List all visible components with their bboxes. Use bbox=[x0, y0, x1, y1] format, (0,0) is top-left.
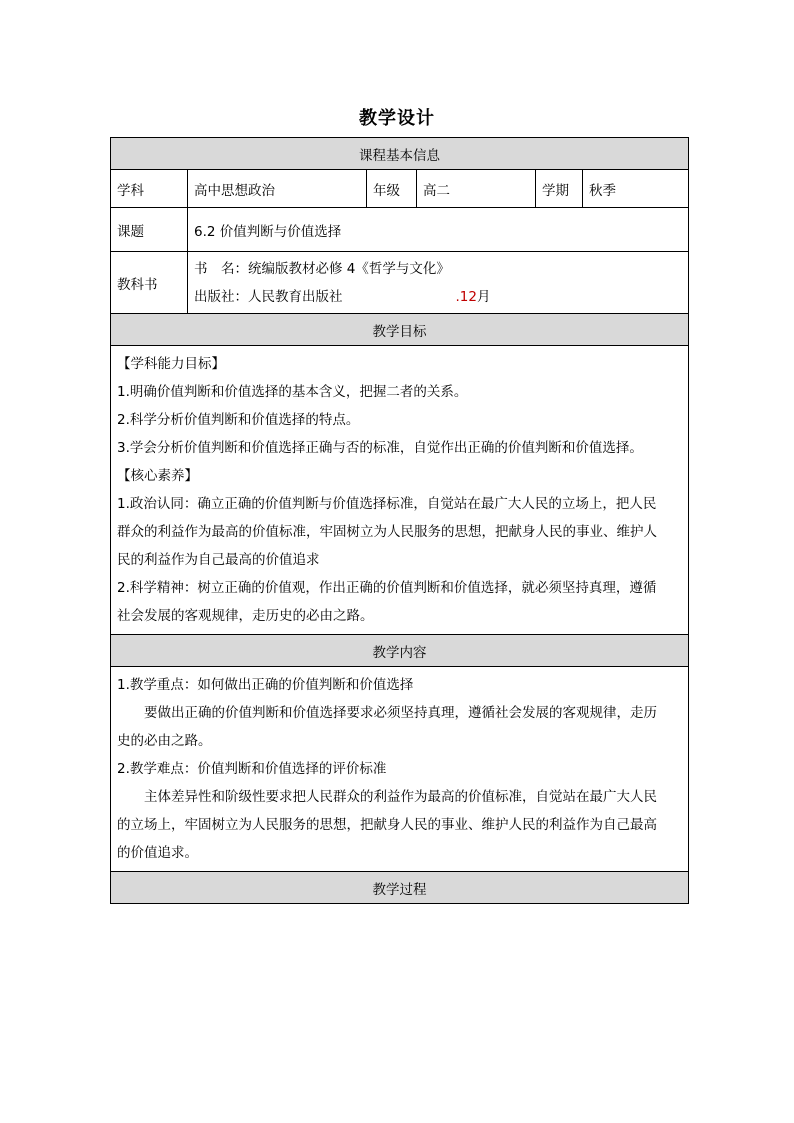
process-header-row bbox=[111, 872, 689, 904]
topic-row bbox=[111, 208, 689, 252]
publish-date-number: 12 bbox=[459, 288, 477, 305]
content-line: 要做出正确的价值判断和价值选择要求必须坚持真理，遵循社会发展的客观规律，走历 bbox=[144, 705, 657, 721]
content-header: 教学内容 bbox=[111, 635, 689, 667]
objective-line: 【学科能力目标】 bbox=[117, 356, 225, 372]
document-title: 教学设计 bbox=[359, 108, 435, 129]
topic-value: 6.2 价值判断与价值选择 bbox=[188, 208, 689, 252]
objective-line: 1.政治认同：确立正确的价值判断与价值选择标准，自觉站在最广大人民的立场上，把人民 bbox=[117, 496, 657, 512]
term-value: 秋季 bbox=[583, 170, 689, 208]
content-line: 1.教学重点：如何做出正确的价值判断和价值选择 bbox=[117, 677, 414, 693]
process-header: 教学过程 bbox=[111, 872, 689, 904]
content-line: 的价值追求。 bbox=[117, 845, 198, 861]
objectives-row bbox=[111, 346, 689, 635]
subject-row bbox=[111, 170, 689, 208]
objectives-header: 教学目标 bbox=[111, 314, 689, 346]
book-name-line: 书 名：统编版教材必修 4《哲学与文化》 bbox=[194, 260, 450, 277]
textbook-info bbox=[188, 252, 689, 314]
objective-line: 3.学会分析价值判断和价值选择正确与否的标准，自觉作出正确的价值判断和价值选择。 bbox=[117, 440, 643, 456]
objective-line: 民的利益作为自己最高的价值追求 bbox=[117, 552, 320, 568]
basic-info-header-row bbox=[111, 138, 689, 170]
grade-label: 年级 bbox=[367, 170, 417, 208]
content-body bbox=[111, 667, 689, 872]
objectives-header-row bbox=[111, 314, 689, 346]
objective-line: 【核心素养】 bbox=[117, 468, 198, 484]
content-row bbox=[111, 667, 689, 872]
grade-value: 高二 bbox=[417, 170, 536, 208]
subject-label: 学科 bbox=[111, 170, 188, 208]
objective-line: 2.科学分析价值判断和价值选择的特点。 bbox=[117, 412, 360, 428]
lesson-plan-table bbox=[110, 137, 689, 904]
publisher-line bbox=[194, 283, 682, 311]
topic-label: 课题 bbox=[111, 208, 188, 252]
textbook-label: 教科书 bbox=[111, 252, 188, 314]
objective-line: 社会发展的客观规律，走历史的必由之路。 bbox=[117, 608, 374, 624]
subject-value: 高中思想政治 bbox=[188, 170, 367, 208]
objective-line: 1.明确价值判断和价值选择的基本含义，把握二者的关系。 bbox=[117, 384, 468, 400]
objective-line: 群众的利益作为最高的价值标准，牢固树立为人民服务的思想，把献身人民的事业、维护人 bbox=[117, 524, 657, 540]
publish-date-unit: 月 bbox=[476, 288, 491, 305]
content-line: 2.教学难点：价值判断和价值选择的评价标准 bbox=[117, 761, 387, 777]
content-header-row bbox=[111, 635, 689, 667]
publisher-text: 出版社：人民教育出版社 bbox=[194, 288, 343, 305]
objective-line: 2.科学精神：树立正确的价值观，作出正确的价值判断和价值选择，就必须坚持真理，遵循 bbox=[117, 580, 657, 596]
objectives-body bbox=[111, 346, 689, 635]
content-line: 主体差异性和阶级性要求把人民群众的利益作为最高的价值标准，自觉站在最广大人民 bbox=[144, 789, 657, 805]
publish-date-dot: . bbox=[455, 288, 460, 305]
basic-info-header: 课程基本信息 bbox=[111, 138, 689, 170]
content-line: 的立场上，牢固树立为人民服务的思想，把献身人民的事业、维护人民的利益作为自己最高 bbox=[117, 817, 657, 833]
content-line: 史的必由之路。 bbox=[117, 733, 212, 749]
textbook-row bbox=[111, 252, 689, 314]
term-label: 学期 bbox=[536, 170, 583, 208]
